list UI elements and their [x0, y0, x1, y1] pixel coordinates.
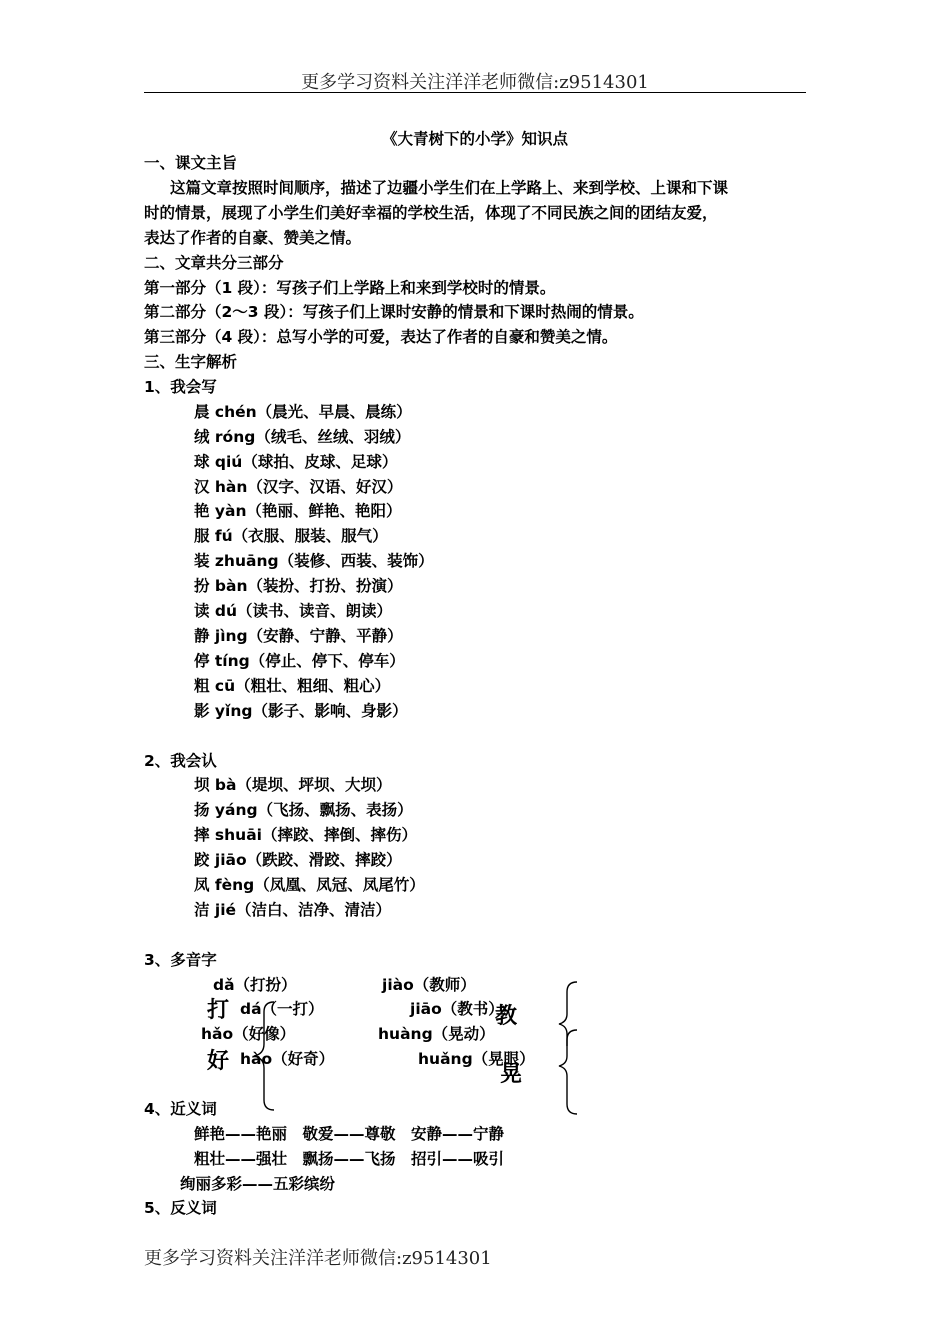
- page-header: 更多学习资料关注洋洋老师微信:z9514301: [301, 72, 649, 93]
- polyphonic-char-huang: 晃: [500, 1062, 523, 1087]
- polyphonic-heading: 3、多音字: [144, 951, 217, 969]
- recognize-item: 摔 shuāi（摔跤、摔倒、摔伤）: [194, 826, 417, 844]
- structure-part-1: 第一部分（1 段）：写孩子们上学路上和来到学校时的情景。: [144, 279, 556, 297]
- polyphonic-char-jiao: 教: [495, 1004, 518, 1029]
- write-item: 球 qiú（球拍、皮球、足球）: [194, 453, 398, 471]
- synonym-heading: 4、近义词: [144, 1100, 217, 1118]
- structure-part-2: 第二部分（2～3 段）：写孩子们上课时安静的情景和下课时热闹的情景。: [144, 303, 644, 321]
- polyphonic-reading: huǎng（晃眼）: [418, 1050, 535, 1068]
- recognize-item: 坝 bà（堤坝、坪坝、大坝）: [194, 776, 392, 794]
- structure-part-3: 第三部分（4 段）：总写小学的可爱，表达了作者的自豪和赞美之情。: [144, 328, 618, 346]
- write-item: 粗 cū（粗壮、粗细、粗心）: [194, 677, 391, 695]
- section-heading-characters: 三、生字解析: [144, 353, 238, 371]
- write-item: 服 fú（衣服、服装、服气）: [194, 527, 388, 545]
- polyphonic-reading: jiào（教师）: [382, 976, 476, 994]
- antonym-heading: 5、反义词: [144, 1199, 217, 1217]
- theme-line-2: 时的情景，展现了小学生们美好幸福的学校生活，体现了不同民族之间的团结友爱，: [144, 204, 718, 222]
- synonym-row: 鲜艳——艳丽 敬爱——尊敬 安静——宁静: [194, 1125, 505, 1143]
- write-item: 艳 yàn（艳丽、鲜艳、艳阳）: [194, 502, 402, 520]
- polyphonic-reading: jiāo（教书）: [410, 1000, 504, 1018]
- write-item: 扮 bàn（装扮、打扮、扮演）: [194, 577, 403, 595]
- theme-line-1: 这篇文章按照时间顺序，描述了边疆小学生们在上学路上、来到学校、上课和下课: [170, 179, 729, 197]
- brace-right-icon: [545, 980, 581, 1116]
- polyphonic-reading: hào（好奇）: [240, 1050, 335, 1068]
- write-item: 静 jìng（安静、宁静、平静）: [194, 627, 403, 645]
- polyphonic-reading: dǎ（打扮）: [213, 976, 297, 994]
- write-item: 影 yǐng（影子、影响、身影）: [194, 702, 408, 720]
- polyphonic-reading: dá（一打）: [240, 1000, 324, 1018]
- write-heading: 1、我会写: [144, 378, 217, 396]
- recognize-heading: 2、我会认: [144, 752, 217, 770]
- polyphonic-char-hao: 好: [207, 1049, 230, 1074]
- recognize-item: 洁 jié（洁白、洁净、清洁）: [194, 901, 392, 919]
- page-footer: 更多学习资料关注洋洋老师微信:z9514301: [144, 1248, 492, 1269]
- section-heading-structure: 二、文章共分三部分: [144, 254, 284, 272]
- brace-left-icon: [244, 1000, 278, 1112]
- recognize-item: 跤 jiāo（跌跤、滑跤、摔跤）: [194, 851, 402, 869]
- section-heading-theme: 一、课文主旨: [144, 154, 238, 172]
- write-item: 汉 hàn（汉字、汉语、好汉）: [194, 478, 403, 496]
- polyphonic-reading: huàng（晃动）: [378, 1025, 495, 1043]
- synonym-row: 绚丽多彩——五彩缤纷: [180, 1175, 336, 1193]
- write-item: 停 tíng（停止、停下、停车）: [194, 652, 405, 670]
- recognize-item: 凤 fèng（凤凰、凤冠、凤尾竹）: [194, 876, 425, 894]
- polyphonic-reading: hǎo（好像）: [201, 1025, 296, 1043]
- recognize-item: 扬 yáng（飞扬、飘扬、表扬）: [194, 801, 413, 819]
- document-title: 《大青树下的小学》知识点: [381, 130, 568, 148]
- write-item: 读 dú（读书、读音、朗读）: [194, 602, 393, 620]
- write-item: 晨 chén（晨光、早晨、晨练）: [194, 403, 412, 421]
- synonym-row: 粗壮——强壮 飘扬——飞扬 招引——吸引: [194, 1150, 505, 1168]
- header-divider: [144, 92, 806, 93]
- theme-line-3: 表达了作者的自豪、赞美之情。: [144, 229, 362, 247]
- write-item: 绒 róng（绒毛、丝绒、羽绒）: [194, 428, 411, 446]
- polyphonic-char-da: 打: [207, 998, 230, 1023]
- write-item: 装 zhuāng（装修、西装、装饰）: [194, 552, 434, 570]
